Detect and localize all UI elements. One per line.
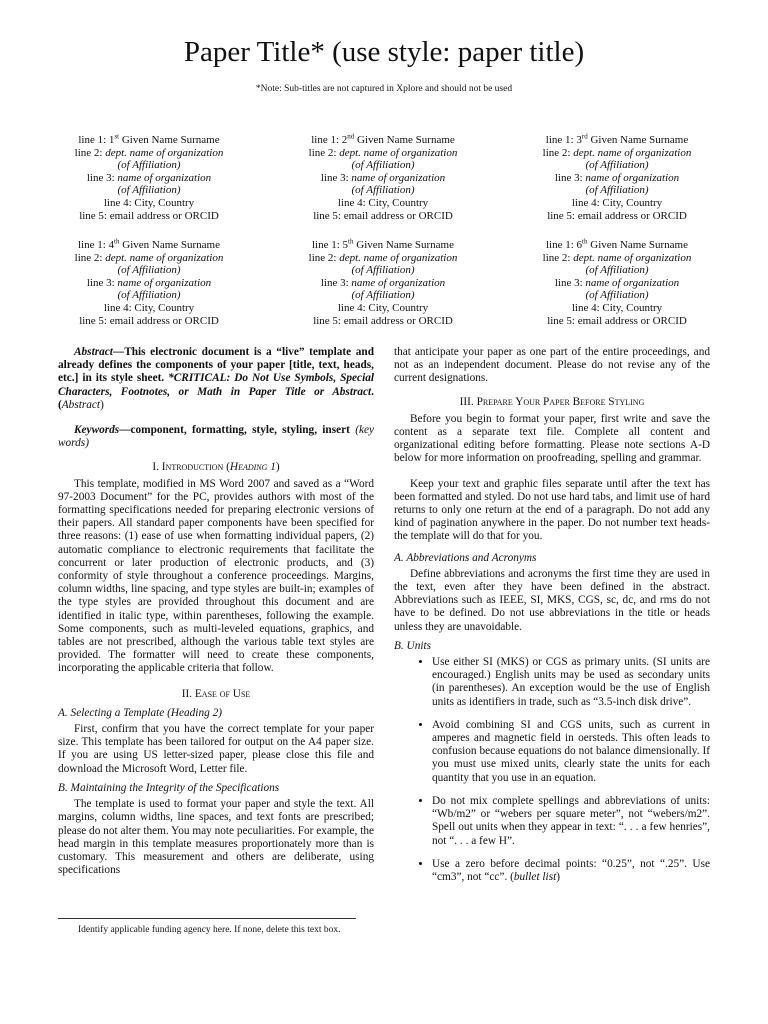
author-dept: dept. name of organization xyxy=(339,146,458,159)
abstract-label: Abstract xyxy=(74,346,113,358)
author-line-2 xyxy=(500,252,734,265)
continued-paragraph: that anticipate your paper as one part of the entire proceedings, and not as an independent document. Please do not revise any of the current designations. xyxy=(394,346,710,385)
author-block xyxy=(500,134,734,222)
author-organization: name of organization xyxy=(117,276,212,289)
author-name: Given Name Surname xyxy=(587,134,689,146)
author-line-5 xyxy=(32,315,266,328)
author-line-3-prefix: line 3: xyxy=(320,276,352,289)
author-email: line 5: email address or ORCID xyxy=(313,209,453,222)
author-line-1 xyxy=(32,239,266,252)
author-affiliation-note: (of Affiliation) xyxy=(585,159,649,172)
author-block xyxy=(266,239,500,327)
list-item: • Do not mix complete spellings and abbreviations of units: “Wb/m2” or “webers per square meter”, not “webers/m2”. Spell out units when they appear in text: “. . . a few henries”, not “. . . a few H”. xyxy=(432,795,710,848)
author-line-2 xyxy=(32,252,266,265)
author-line-1-prefix: line 1: 3 xyxy=(545,134,582,146)
abstract-text: This electronic document is a “live” template and already defines the components of your paper [title, text, heads, etc.] in its style sheet. xyxy=(58,346,374,385)
author-line-1-prefix: line 1: 6 xyxy=(545,239,583,251)
list-item: • Use either SI (MKS) or CGS as primary units. (SI units are encouraged.) English units may be used as secondary units (in parentheses). An exception would be the use of English units as identifiers in trade, such as “3.5-inch disk drive”. xyxy=(432,656,710,709)
author-ordinal-suffix: th xyxy=(582,237,588,246)
section-heading-ease-of-use xyxy=(58,688,374,701)
author-line-2b xyxy=(266,264,500,277)
author-line-5 xyxy=(266,315,500,328)
author-name: Given Name Surname xyxy=(587,239,688,251)
author-line-3-prefix: line 3: xyxy=(554,171,586,184)
author-line-1-prefix: line 1: 5 xyxy=(311,239,349,251)
author-line-3 xyxy=(500,277,734,290)
abstract-close: ) xyxy=(100,398,104,411)
right-column xyxy=(394,346,710,884)
author-email: line 5: email address or ORCID xyxy=(79,314,219,327)
heading-text: Ease of Use xyxy=(194,687,251,700)
author-name: Given Name Surname xyxy=(119,239,220,251)
author-line-4 xyxy=(500,197,734,210)
author-line-5 xyxy=(32,210,266,223)
author-line-3b xyxy=(266,184,500,197)
author-line-3 xyxy=(500,172,734,185)
abstract-dash: — xyxy=(112,346,125,358)
author-line-1 xyxy=(500,239,734,252)
author-line-2 xyxy=(500,147,734,160)
author-dept: dept. name of organization xyxy=(105,146,224,159)
author-affiliation-note: (of Affiliation) xyxy=(585,264,649,277)
heading-number: II. xyxy=(181,687,195,700)
author-block xyxy=(500,239,734,327)
keywords-label: Keywords xyxy=(74,424,120,437)
units-bullet-list xyxy=(394,656,710,884)
heading-number: I. xyxy=(152,461,162,474)
author-affiliation-note: (of Affiliation) xyxy=(585,184,649,197)
author-city-country: line 4: City, Country xyxy=(571,301,663,314)
author-affiliation-note: (of Affiliation) xyxy=(117,264,181,277)
author-line-4 xyxy=(32,302,266,315)
author-block xyxy=(32,239,266,327)
author-city-country: line 4: City, Country xyxy=(103,301,195,314)
author-line-2-prefix: line 2: xyxy=(542,251,574,264)
author-line-2-prefix: line 2: xyxy=(74,146,106,159)
author-line-2b xyxy=(500,264,734,277)
keywords xyxy=(58,424,374,450)
footnote: Identify applicable funding agency here. If none, delete this text box. xyxy=(78,925,341,935)
author-block xyxy=(32,134,266,222)
author-dept: dept. name of organization xyxy=(105,251,224,264)
heading-text: Prepare Your Paper Before Styling xyxy=(476,395,645,408)
paper-title: Paper Title* (use style: paper title) xyxy=(183,36,585,68)
author-line-4 xyxy=(266,302,500,315)
author-line-5 xyxy=(500,315,734,328)
author-line-3-prefix: line 3: xyxy=(86,276,118,289)
author-city-country: line 4: City, Country xyxy=(337,196,429,209)
author-line-2b xyxy=(500,159,734,172)
author-line-3b xyxy=(266,289,500,302)
author-line-4 xyxy=(500,302,734,315)
intro-paragraph: This template, modified in MS Word 2007 and saved as a “Word 97-2003 Document” for the PC, provides authors with most of the formatting specifications needed for preparing electronic versions of their papers. All standard paper components have been specified for three reasons: (1) ease of use when formatting individual papers, (2) automatic compliance to electronic requirements that facilitate the concurrent or later production of electronic products, and (3) conformity of style throughout a conference proceedings. Margins, column widths, line spacing, and type styles are built-in; examples of the type styles are provided throughout this document and are identified in italic type, within parentheses, following the example. Some components, such as multi-leveled equations, graphics, and tables are not prescribed, although the various table text styles are provided. The formatter will need to create these components, incorporating the applicable criteria that follow. xyxy=(58,477,374,675)
author-dept: dept. name of organization xyxy=(339,251,458,264)
author-line-1-prefix: line 1: 1 xyxy=(78,134,115,146)
prepare-paragraph-2: Keep your text and graphic files separate until after the text has been formatted and styled. Do not use hard tabs, and limit use of hard returns to only one return at the end of a paragraph. Do not add any kind of pagination anywhere in the paper. Do not number text heads-the template will do that for you. xyxy=(394,477,710,543)
author-line-5 xyxy=(500,210,734,223)
integrity-paragraph: The template is used to format your paper and style the text. All margins, column widths, line spaces, and text fonts are prescribed; please do not alter them. You may note peculiarities. For example, the head margin in this template measures proportionately more than is customary. This measurement and others are deliberate, using specifications xyxy=(58,798,374,877)
author-dept: dept. name of organization xyxy=(573,146,692,159)
left-column xyxy=(58,346,374,877)
author-line-1-prefix: line 1: 2 xyxy=(311,134,348,146)
author-affiliation-note: (of Affiliation) xyxy=(351,184,415,197)
author-line-3b xyxy=(32,289,266,302)
author-ordinal-suffix: th xyxy=(348,237,354,246)
author-line-2 xyxy=(32,147,266,160)
abstract xyxy=(58,346,374,412)
author-line-1 xyxy=(32,134,266,147)
author-line-2b xyxy=(266,159,500,172)
author-affiliation-note: (of Affiliation) xyxy=(117,159,181,172)
keywords-dash: — xyxy=(119,424,131,437)
author-dept: dept. name of organization xyxy=(573,251,692,264)
keywords-style-note: (key words) xyxy=(58,424,374,450)
author-ordinal-suffix: rd xyxy=(581,132,588,141)
author-block xyxy=(266,134,500,222)
author-line-2b xyxy=(32,264,266,277)
keywords-text: component, formatting, style, styling, insert xyxy=(130,424,356,437)
author-affiliation-note: (of Affiliation) xyxy=(117,289,181,302)
abstract-critical: *CRITICAL: Do Not Use Symbols, Special Characters, Footnotes, or Math in Paper Title or Abstract xyxy=(58,372,374,398)
author-affiliation-note: (of Affiliation) xyxy=(117,184,181,197)
author-city-country: line 4: City, Country xyxy=(571,196,663,209)
template-paragraph: First, confirm that you have the correct template for your paper size. This template has been tailored for output on the A4 paper size. If you are using US letter-sized paper, please close this file and download the Microsoft Word, Letter file. xyxy=(58,723,374,775)
author-affiliation-note: (of Affiliation) xyxy=(351,159,415,172)
author-affiliation-note: (of Affiliation) xyxy=(351,289,415,302)
author-line-3b xyxy=(500,184,734,197)
author-line-3 xyxy=(266,277,500,290)
author-line-3 xyxy=(32,172,266,185)
author-line-5 xyxy=(266,210,500,223)
abstract-end: . ( xyxy=(58,385,374,411)
subsection-heading-template: A. Selecting a Template (Heading 2) xyxy=(58,706,222,719)
subtitle-note: *Note: Sub-titles are not captured in Xplore and should not be used xyxy=(255,84,513,94)
footnote-rule xyxy=(58,918,356,919)
author-affiliation-note: (of Affiliation) xyxy=(351,264,415,277)
author-ordinal-suffix: th xyxy=(114,237,120,246)
author-city-country: line 4: City, Country xyxy=(337,301,429,314)
author-line-3 xyxy=(266,172,500,185)
heading-text: Introduction ( xyxy=(161,461,230,474)
heading-number: III. xyxy=(459,395,477,408)
author-line-2-prefix: line 2: xyxy=(308,251,340,264)
author-line-2-prefix: line 2: xyxy=(308,146,340,159)
subsection-heading-units: B. Units xyxy=(394,639,432,652)
author-line-1 xyxy=(266,239,500,252)
list-item: • Avoid combining SI and CGS units, such as current in amperes and magnetic field in oersteds. This often leads to confusion because equations do not balance dimensionally. If you must use mixed units, clearly state the units for each quantity that you use in an equation. xyxy=(432,719,710,785)
author-line-3b xyxy=(32,184,266,197)
prepare-paragraph-1: Before you begin to format your paper, first write and save the content as a separate text file. Complete all content and organizational editing before formatting. Please note sections A-D below for more information on proofreading, spelling and grammar. xyxy=(394,412,710,465)
author-line-1 xyxy=(266,134,500,147)
author-line-3b xyxy=(500,289,734,302)
author-city-country: line 4: City, Country xyxy=(103,196,195,209)
author-line-1 xyxy=(500,134,734,147)
author-name: Given Name Surname xyxy=(353,239,454,251)
list-item-style-note: bullet list xyxy=(513,870,557,883)
author-email: line 5: email address or ORCID xyxy=(547,209,687,222)
list-item xyxy=(432,858,710,884)
author-line-2b xyxy=(32,159,266,172)
author-ordinal-suffix: nd xyxy=(347,132,355,141)
author-line-2-prefix: line 2: xyxy=(542,146,574,159)
heading-style-note: Heading 1 xyxy=(229,461,276,474)
author-line-3-prefix: line 3: xyxy=(320,171,352,184)
author-organization: name of organization xyxy=(117,171,212,184)
subsection-heading-abbreviations: A. Abbreviations and Acronyms xyxy=(394,551,537,564)
author-line-4 xyxy=(32,197,266,210)
author-line-2-prefix: line 2: xyxy=(74,251,106,264)
author-email: line 5: email address or ORCID xyxy=(547,314,687,327)
author-organization: name of organization xyxy=(585,171,680,184)
heading-close: ) xyxy=(275,461,280,474)
author-line-2 xyxy=(266,147,500,160)
author-organization: name of organization xyxy=(351,171,446,184)
author-organization: name of organization xyxy=(585,276,680,289)
list-item-text: Use a zero before decimal points: “0.25”, not “.25”. Use “cm3”, not “cc”. ( xyxy=(432,857,710,883)
abbreviations-paragraph: Define abbreviations and acronyms the first time they are used in the text, even after they have been defined in the abstract. Abbreviations such as IEEE, SI, MKS, CGS, sc, dc, and rms do not have to be defined. Do not use abbreviations in the title or heads unless they are unavoidable. xyxy=(394,567,710,633)
author-affiliation-note: (of Affiliation) xyxy=(585,289,649,302)
author-line-2 xyxy=(266,252,500,265)
author-organization: name of organization xyxy=(351,276,446,289)
author-line-3-prefix: line 3: xyxy=(86,171,118,184)
author-line-1-prefix: line 1: 4 xyxy=(77,239,115,251)
author-email: line 5: email address or ORCID xyxy=(313,314,453,327)
author-line-4 xyxy=(266,197,500,210)
section-heading-prepare xyxy=(394,396,710,409)
abstract-style-note: Abstract xyxy=(61,398,101,411)
author-name: Given Name Surname xyxy=(354,134,455,146)
author-email: line 5: email address or ORCID xyxy=(79,209,219,222)
author-line-3-prefix: line 3: xyxy=(554,276,586,289)
author-name: Given Name Surname xyxy=(119,134,220,146)
section-heading-introduction xyxy=(58,461,374,474)
subsection-heading-integrity: B. Maintaining the Integrity of the Specifications xyxy=(58,781,280,794)
author-ordinal-suffix: st xyxy=(114,132,120,141)
list-item-close: ) xyxy=(556,870,560,883)
author-line-3 xyxy=(32,277,266,290)
